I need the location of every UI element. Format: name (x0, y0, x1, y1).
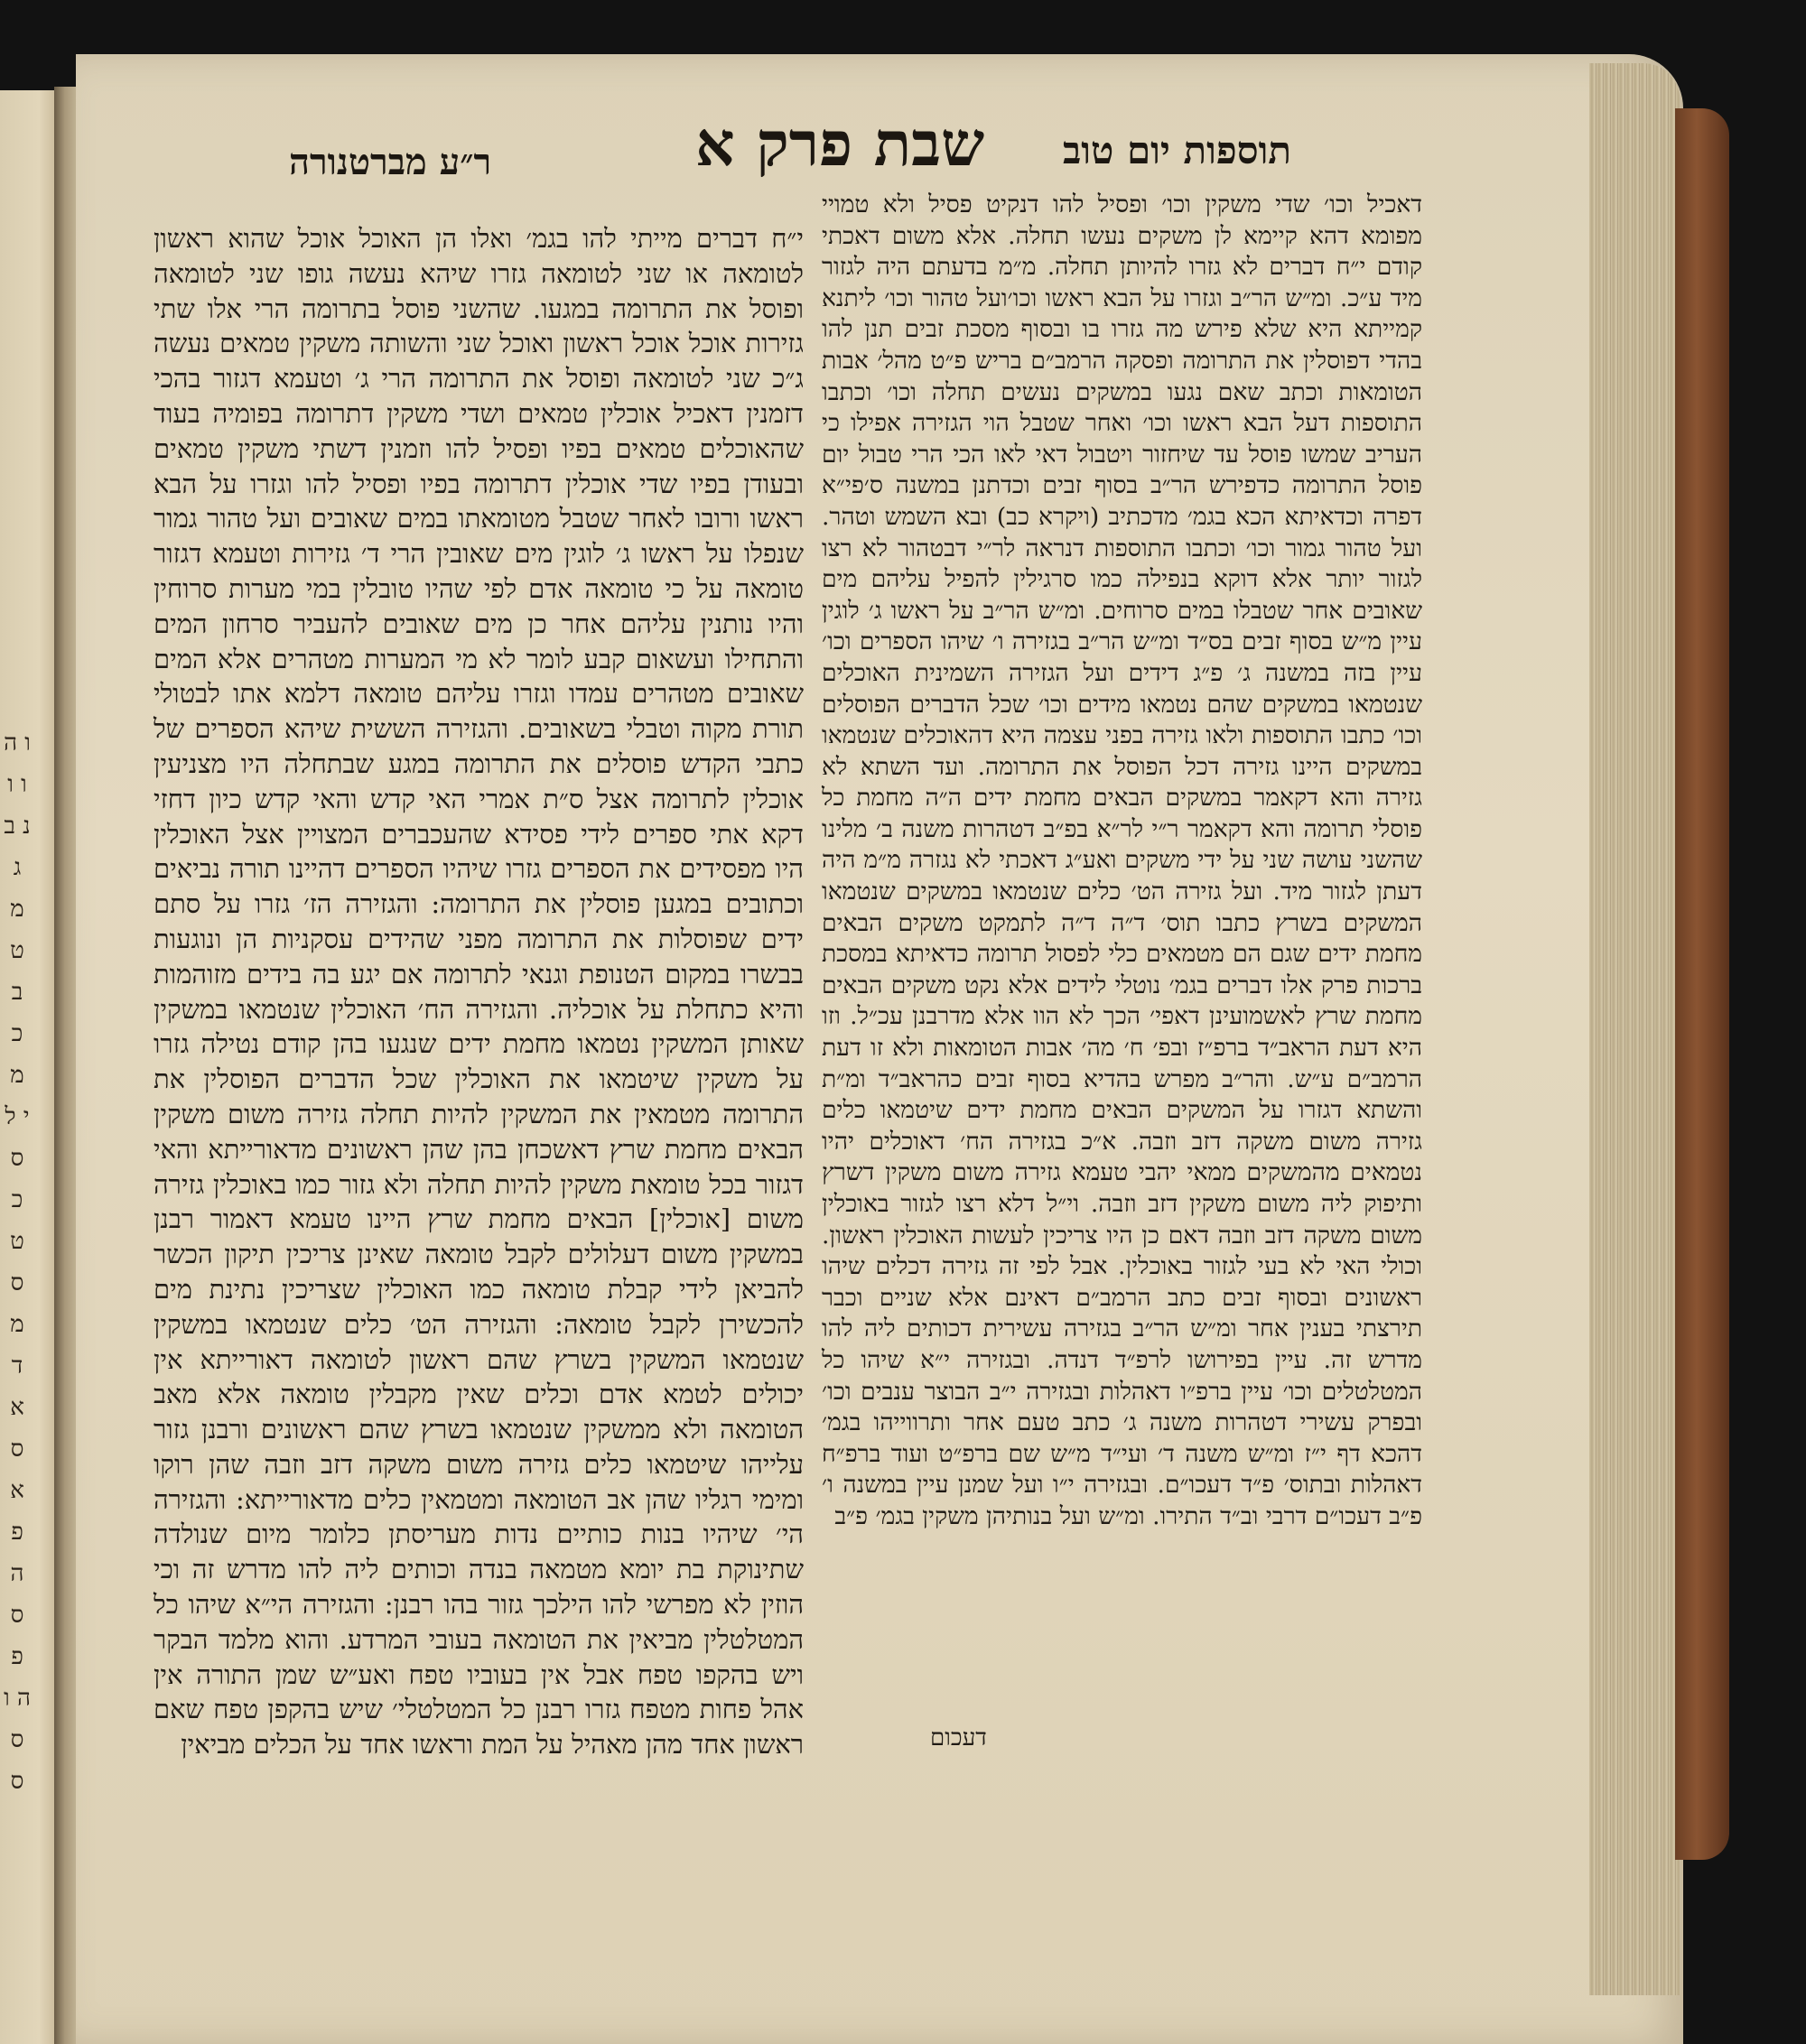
catchword: דעכום (930, 1724, 987, 1751)
header-right-title: תוספות יום טוב (1062, 128, 1291, 172)
commentary-column-tosafot: דאכיל וכו׳ שדי משקין וכו׳ ופסיל להו דנקיט פסיל ולא טמויי מפומא דהא קיימא לן משקים נעשו תחלה. אלא משום דאכתי קודם י״ח דברים לא גזרו להיותן תחלה. מ״מ בדעתם היה לגזור מיד ע״כ. ומ״ש הר״ב וגזרו על הבא ראשו וכו׳ועל טהור וכו׳ ליתנא קמייתא היא שלא פירש מה גזרו בו ובסוף מסכת זבים תנן להו בהדי דפוסלין את התרומה ופסקה הרמב״ם בריש פ״ט מהל׳ אבות הטומאות וכתב שאם נגעו במשקים נעשים תחלה וכו׳ וכתבו התוספות דעל הבא ראשו וכו׳ ואחר שטבל הוי הגזירה אפילו כי העריב שמשו פוסל עד שיחזור ויטבול דאי לאו הכי הרי טבול יום פוסל התרומה כדפירש הר״ב בסוף זבים וכדתנן במשנה ס׳פי״א דפרה וכדאיתא הכא בגמ׳ מדכתיב (ויקרא כב) ובא השמש וטהר. ועל טהור גמור וכו׳ וכתבו התוספות דנראה לר״י דבטהור לא רצו לגזור יותר אלא דוקא בנפילה כמו סרגילין להפיל עליהם מים שאובים אחר שטבלו במים סרוחים. ומ״ש הר״ב על ראשו ג׳ לוגין עיין מ״ש בסוף זבים בס״ד ומ״ש הר״ב בגזירה ו׳ שיהו הספרים וכו׳ עיין בזה במשנה ג׳ פ״ג דידים ועל הגזירה השמינית האוכלים שנטמאו במשקים שהם נטמאו מידים וכו׳ שכל הדברים הפוסלים וכו׳ כתבו התוספות ולאו גזירה בפני עצמה היא דהאוכלים שנטמאו במשקים היינו גזירה דכל הפוסל את התרומה. ועד השתא לא גזירה והא דקאמר במשקים הבאים מחמת ידים ה״ה מחמת כל פוסלי תרומה והא דקאמר ר״י לר״א בפ״ב דטהרות משנה ב׳ מלינו שהשני עושה שני על ידי משקים ואע״ג דאכתי לא נגזרה מ״מ היה דעתן לגזור מיד. ועל גזירה הט׳ כלים שנטמאו במשקים שנטמאו המשקים בשרץ כתבו תוס׳ ד״ה ד״ה לתמקט משקים הבאים מחמת ידים שגם הם מטמאים כלי לפסול תרומה כדאיתא במסכת ברכות פרק אלו דברים בגמ׳ נוטלי לידים אלא נקט משקים הבאים מחמת שרץ לאשמועינן דאפי׳ הכך לא הוו אלא מדרבנן עכ״ל. וזו היא דעת הראב״ד ברפ״ז ובפ׳ ח׳ מה׳ אבות הטומאות ולא זו דעת הרמב״ם ע״ש. והר״ב מפרש בהדיא בסוף זבים כהראב״ד ומ״ת והשתא דגזרו על המשקים הבאים מחמת ידים שיטמאו כלים גזירה משום משקה דזב וזבה. א״כ בגזירה הח׳ דאוכלים יהיו נטמאים מהמשקים ממאי יהבי טעמא גזירה משום משקין דשרץ ותיפוק ליה משום משקין דזב וזבה. וי״ל דלא רצו לגזור באוכלין משום משקה דזב וזבה דאם כן היו צריכין לעשות האוכלין ראשון. וכולי האי לא בעי לגזור באוכלין. אבל לפי זה גזירה דכלים שיהו ראשונים ובסוף זבים כתב הרמב״ם דאינם אלא שניים וכבר תירצתי בענין אחר ומ״ש הר״ב בגזירה עשירית דכותים ליה להו מדרש זה. עיין בפירושו לרפ״ד דנדה. ובגזירה י״א שיהו כל המטלטלים וכו׳ עיין ברפ״ו דאהלות ובגזירה י״ב הבוצר ענבים וכו׳ ובפרק עשירי דטהרות משנה ג׳ כתב טעם אחר ותרווייהו בגמ׳ דהכא דף י״ז ומ״ש משנה ד׳ ועי״ד מ״ש שם ברפ״ט ועוד ברפ״ח דאהלות ובתוס׳ פ״ד דעכו״ם. ובגזירה י״ו ועל שמנן עיין במשנה ו׳ פ״ב דעכו״ם דרבי וב״ד התירו. ומ״ש ועל בנותיהן משקין בגמ׳ פ״ב (822, 190, 1422, 1530)
header-chapter-title: שבת פרק א (695, 108, 985, 181)
header-left-title: ר״ע מברטנורה (289, 141, 492, 183)
previous-page-glyphs: ו ה ו ו נ ב ג מ ט ב כ מ י ל ס כ ט ס מ ד א ס א פ ה ס פ ה ו ס ס (4, 729, 31, 1795)
page-fore-edge (1589, 63, 1680, 1995)
commentary-column-bartenura: י״ח דברים מייתי להו בגמ׳ ואלו הן האוכל אוכל שהוא ראשון לטומאה או שני לטומאה גזרו שיהא נעשה גופו שני לטומאה ופוסל את התרומה במגעו. שהשני פוסל בתרומה הרי אלו שתי גזירות אוכל אוכל ראשון ואוכל שני והשותה משקין טמאים נעשה ג״כ שני לטומאה ופוסל את התרומה הרי ג׳ וטעמא דגזור בהכי דזמנין דאכיל אוכלין טמאים ושדי משקין דתרומה בפומיה בעוד שהאוכלים טמאים בפיו ופסיל להו וזמנין דשתי משקין טמאים ובעודן בפיו שדי אוכלין דתרומה בפיו ופסיל להו וגזרו על הבא ראשו ורובו לאחר שטבל מטומאתו במים שאובים ועל טהור גמור שנפלו על ראשו ג׳ לוגין מים שאובין הרי ד׳ גזירות וטעמא דגזור טומאה על כי טומאה אדם לפי שהיו טובלין במי מערות סרוחין והיו נותנין עליהם אחר כן מים שאובים להעביר סרחון המים והתחילו ועשאום קבע לומר לא מי המערות מטהרים אלא המים שאובים מטהרים עמדו וגזרו עליהם טומאה דלמא אתו לבטולי תורת מקוה וטבלי בשאובים. והגזירה הששית שיהא הספרים של כתבי הקדש פוסלים את התרומה במגע שבתחלה היו מצניעין אוכלין לתרומה אצל ס״ת אמרי האי קדש והאי קדש כיון דחזי דקא אתי ספרים לידי פסידא שהעכברים המצויין אצל האוכלין היו מפסידים את הספרים גזרו שיהיו הספרים דהיינו תורה נביאים וכתובים במגען פוסלין את התרומה: והגזירה הז׳ גזרו על סתם ידים שפוסלות את התרומה מפני שהידים עסקניות הן ונוגעות בבשרו במקום הטנופת וגנאי לתרומה אם יגע בה בידים מזוהמות והיא כתחלת על אוכליה. והגזירה הח׳ האוכלין שנטמאו במשקין שאותן המשקין נטמאו מחמת ידים שנגעו בהן קודם נטילה גזרו על משקין שיטמאו את האוכלין שכל הדברים הפוסלין את התרומה מטמאין את המשקין להיות תחלה גזירה משום משקין הבאים מחמת שרץ דאשכחן בהן שהן ראשונים מדאורייתא והאי דגזור בכל טומאת משקין להיות תחלה ולא גזור כמו באוכלין גזירה משום [אוכלין] הבאים מחמת שרץ היינו טעמא דאמור רבנן במשקין משום דעלולים לקבל טומאה שאינן צריכין תיקון הכשר להביאן לידי קבלת טומאה כמו האוכלין שצריכין נתינת מים להכשירן לקבל טומאה: והגזירה הט׳ כלים שנטמאו במשקין שנטמאו המשקין בשרץ שהם ראשון לטומאה דאורייתא אין יכולים לטמא אדם וכלים שאין מקבלין טומאה אלא מאב הטומאה ולא ממשקין שנטמאו בשרץ שהם ראשונים ורבנן גזור עלייהו שיטמאו כלים גזירה משום משקה דזב וזבה שהן רוקו ומימי רגליו שהן אב הטומאה ומטמאין כלים מדאורייתא: והגזירה הי׳ שיהיו בנות כותיים נדות מעריסתן כלומר מיום שנולדה שתינוקת בת יומא מטמאה בנדה וכותים ליה להו מדרש זה וכי הוזין לא מפרשי להו הילכך גזור בהו רבנן: והגזירה הי״א שיהו כל המטלטלין מביאין את הטומאה בעובי המרדע. והוא מלמד הבקר ויש בהקפו טפח אבל אין בעוביו טפח ואע״ש שמן התורה אין אהל פחות מטפח גזרו רבנן כל המטלטלי׳ שיש בהקפן טפח שאם ראשון אחד מהן מאהיל על המת וראשו אחד על הכלים מביאין (154, 223, 805, 1761)
leather-binding (1675, 108, 1729, 1860)
running-header (289, 108, 1291, 190)
